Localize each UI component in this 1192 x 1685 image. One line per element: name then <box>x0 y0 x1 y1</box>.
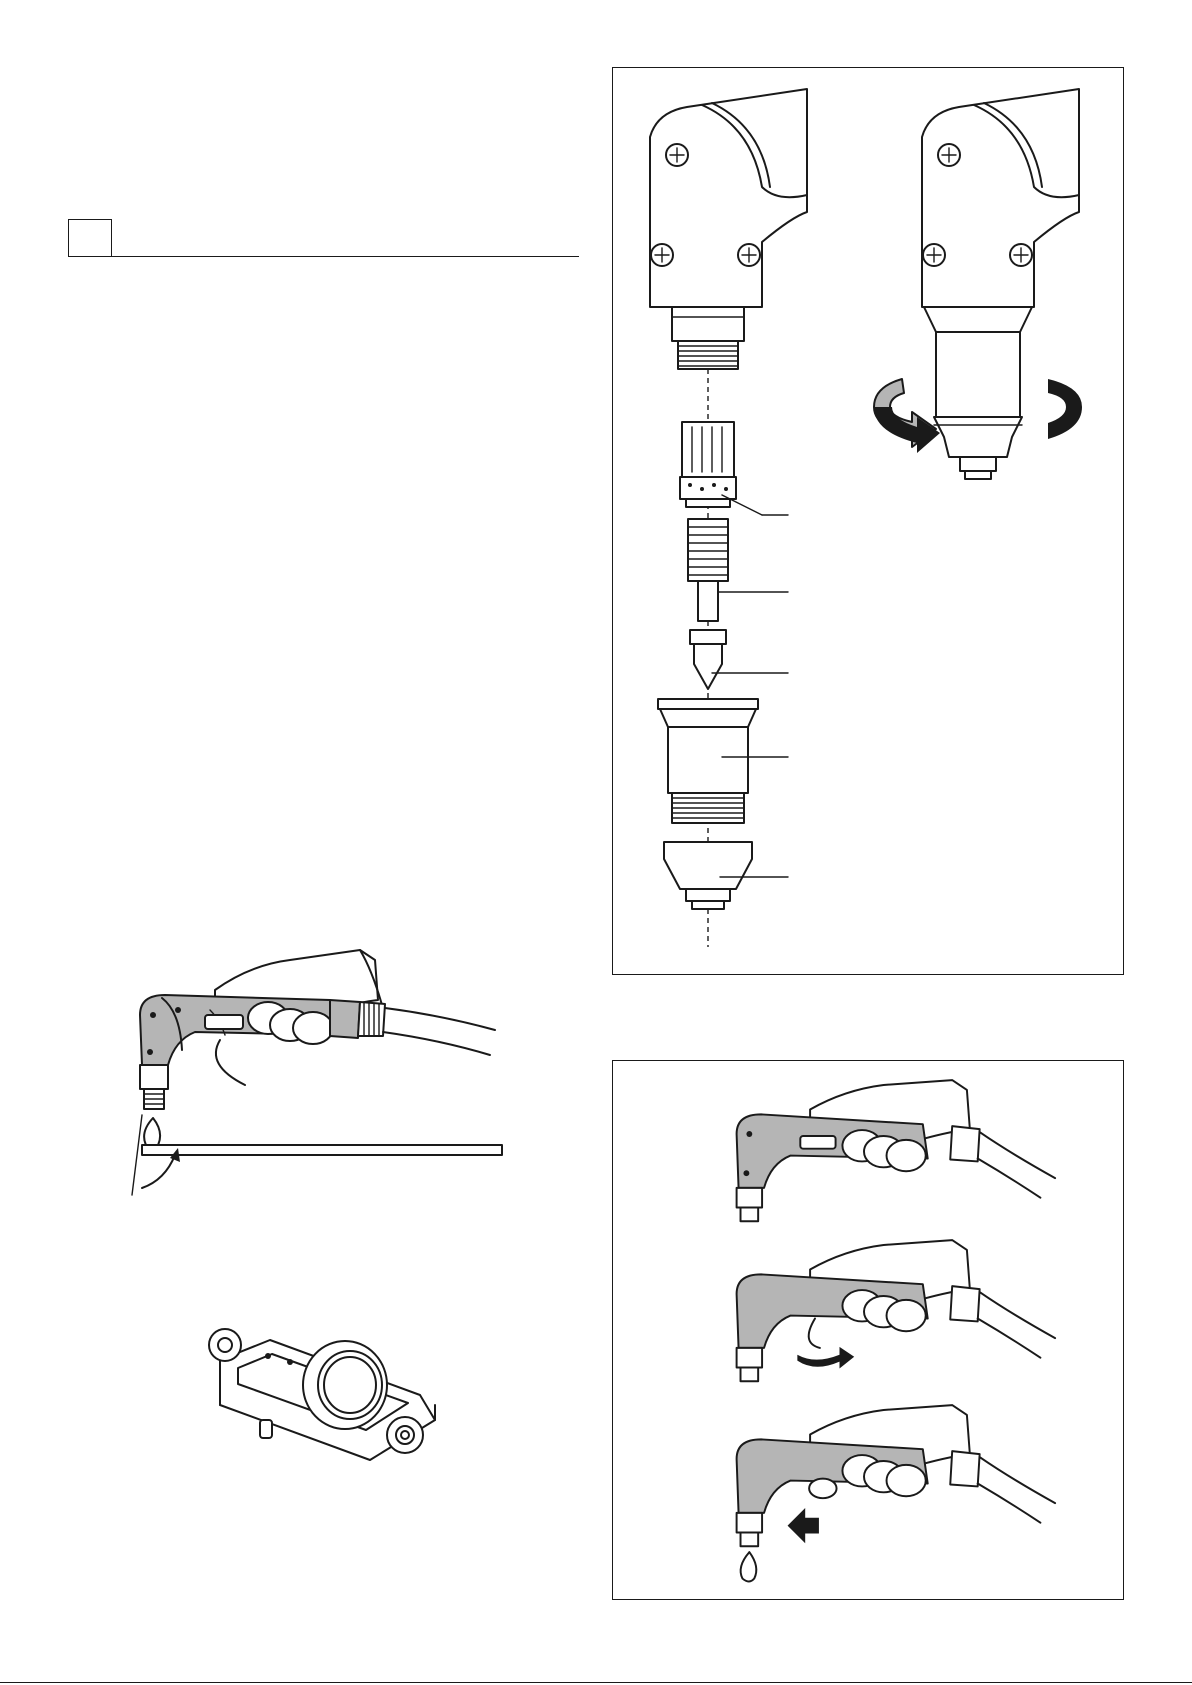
trigger-step-3 <box>737 1405 1056 1581</box>
section-heading-rule <box>68 256 579 257</box>
torch-head-left <box>650 89 807 369</box>
trigger-step-1 <box>737 1080 1056 1221</box>
trigger-step-2 <box>737 1240 1056 1381</box>
nozzle-shield <box>664 842 788 909</box>
torch-head-right <box>874 89 1082 479</box>
torch-consumables-exploded-icon <box>612 67 1124 975</box>
nozzle <box>690 630 788 689</box>
page-footer-rule <box>0 1682 1192 1683</box>
electrode <box>688 519 788 621</box>
torch-angle-icon <box>120 940 540 1210</box>
nozzle-holder <box>658 699 788 823</box>
swirl-ring <box>680 422 788 515</box>
section-number-box <box>68 219 112 257</box>
trigger-sequence-icon <box>612 1060 1124 1600</box>
trolley-icon <box>200 1300 450 1490</box>
